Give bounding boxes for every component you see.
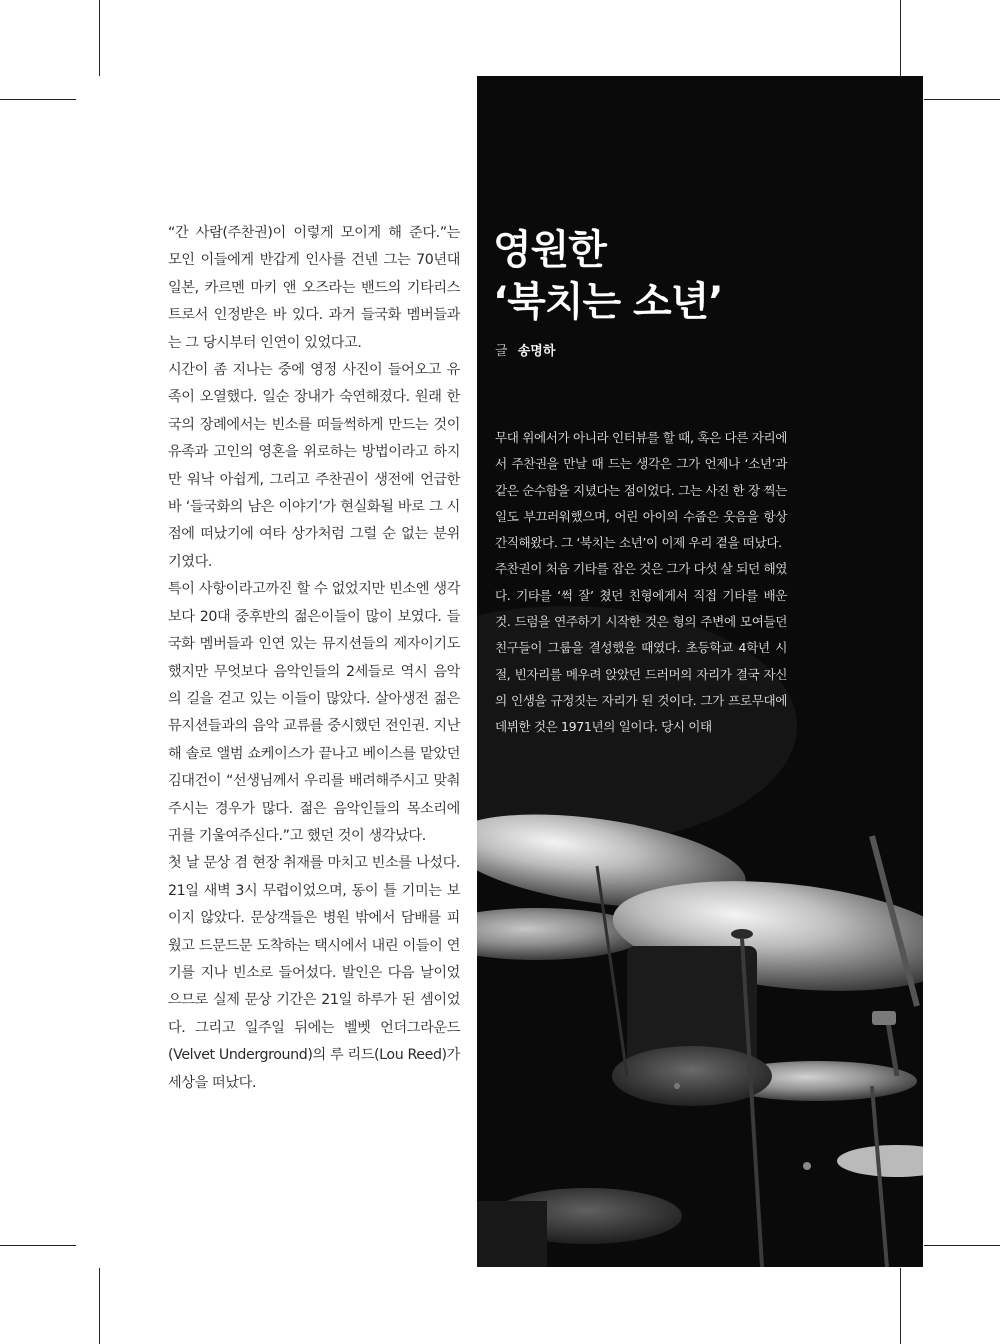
title-line-1: 영원한 xyxy=(493,227,606,273)
byline-prefix: 글 xyxy=(495,344,508,359)
article-body-right xyxy=(495,425,787,741)
article-title xyxy=(493,224,723,328)
article-body-left xyxy=(168,220,460,1097)
crop-mark xyxy=(99,0,100,76)
crop-mark xyxy=(900,0,901,76)
crop-mark xyxy=(0,1245,76,1246)
crop-mark xyxy=(900,1268,901,1344)
body-paragraph: 주찬권이 처음 기타를 잡은 것은 그가 다섯 살 되던 해였다. 기타를 ‘썩 잘’ 쳤던 친형에게서 직접 기타를 배운 것. 드럼을 연주하기 시작한 것은 형의 주변에 모여들던 친구들이 그룹을 결성했을 때였다. 초등학교 4학년 시절, 빈자리를 메우려 앉았던 드러머의 자리가 결국 자신의 인생을 규정짓는 자리가 된 것이다. 그가 프로무대에 데뷔한 것은 1971년의 일이다. 당시 이태 xyxy=(495,561,787,735)
byline-author: 송명하 xyxy=(517,344,556,359)
byline xyxy=(495,340,555,359)
crop-mark xyxy=(99,1268,100,1344)
body-paragraph: 첫 날 문상 겸 현장 취재를 마치고 빈소를 나섰다. 21일 새벽 3시 무렵이었으며, 동이 틀 기미는 보이지 않았다. 문상객들은 병원 밖에서 담배를 피웠고 드문드문 도착하는 택시에서 내린 이들이 연기를 지나 빈소로 들어섰다. 발인은 다음 날이었으므로 실제 문상 기간은 21일 하루가 된 셈이었다. 그리고 일주일 뒤에는 벨벳 언더그라운드(Velvet Underground)의 루 리드(Lou Reed)가 세상을 떠났다. xyxy=(168,855,460,1091)
crop-mark xyxy=(924,1245,1000,1246)
body-paragraph: 무대 위에서가 아니라 인터뷰를 할 때, 혹은 다른 자리에서 주찬권을 만날 때 드는 생각은 그가 언제나 ‘소년’과 같은 순수함을 지녔다는 점이었다. 그는 사진 한 장 찍는 일도 부끄러워했으며, 어린 아이의 수줍은 웃음을 항상 간직해왔다. 그 ‘북치는 소년’이 이제 우리 곁을 떠났다. xyxy=(495,430,787,551)
crop-mark xyxy=(924,99,1000,100)
body-paragraph: “간 사람(주찬권)이 이렇게 모이게 해 준다.”는 모인 이들에게 반갑게 인사를 건넨 그는 70년대 일본, 카르멘 마키 앤 오즈라는 밴드의 기타리스트로서 인정받은 바 있다. 과거 들국화 멤버들과는 그 당시부터 인연이 있었다고. xyxy=(168,225,460,351)
body-paragraph: 시간이 좀 지나는 중에 영정 사진이 들어오고 유족이 오열했다. 일순 장내가 숙연해졌다. 원래 한국의 장례에서는 빈소를 떠들썩하게 만드는 것이 유족과 고인의 영혼을 위로하는 방법이라고 하지만 워낙 아쉽게, 그리고 주찬권이 생전에 언급한 바 ‘들국화의 남은 이야기’가 현실화될 바로 그 시점에 떠났기에 여타 상가처럼 그럴 순 없는 분위기였다. xyxy=(168,362,460,570)
feature-panel xyxy=(477,76,923,1267)
crop-mark xyxy=(0,99,76,100)
body-paragraph: 특이 사항이라고까진 할 수 없었지만 빈소엔 생각보다 20대 중후반의 젊은이들이 많이 보였다. 들국화 멤버들과 인연 있는 뮤지션들의 제자이기도 했지만 무엇보다 음악인들의 2세들로 역시 음악의 길을 걷고 있는 이들이 많았다. 살아생전 젊은 뮤지션들과의 음악 교류를 중시했던 전인권. 지난 해 솔로 앨범 쇼케이스가 끝나고 베이스를 맡았던 김대건이 “선생님께서 우리를 배려해주시고 맞춰주시는 경우가 많다. 젊은 음악인들의 목소리에 귀를 기울여주신다.”고 했던 것이 생각났다. xyxy=(168,581,460,844)
title-line-2: ‘북치는 소년’ xyxy=(493,279,723,325)
